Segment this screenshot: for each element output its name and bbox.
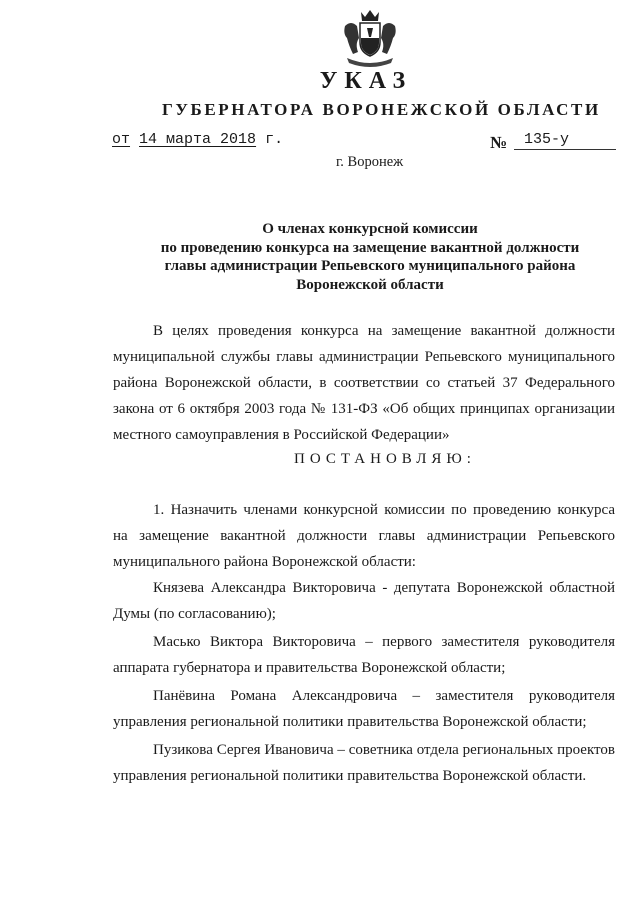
members-list — [113, 575, 615, 791]
preamble-paragraph: В целях проведения конкурса на замещение вакантной должности муниципальной службы главы администрации Репьевского муниципального района Воронежской области, в соответствии со статьей 37 Федерального закона от 6 октября 2003 года № 131-ФЗ «Об общих принципах организации местного самоуправления в Российской Федерации» — [113, 323, 615, 443]
member-item: Панёвина Романа Александровича – заместителя руководителя управления региональной политики правительства Воронежской области; — [113, 688, 615, 730]
decree-issuer: ГУБЕРНАТОРА ВОРОНЕЖСКОЙ ОБЛАСТИ — [162, 100, 601, 119]
number-sign: № — [490, 133, 508, 152]
decree-title: УКАЗ — [319, 68, 413, 94]
city: г. Воронеж — [336, 154, 404, 170]
decree-date: 14 марта 2018 — [139, 131, 257, 148]
decree-number: 135-у — [514, 131, 616, 150]
member-item: Пузикова Сергея Ивановича – советника отдела региональных проектов управления региональной политики правительства Воронежской области. — [113, 742, 615, 784]
decree-keyword: ПОСТАНОВЛЯЮ: — [294, 451, 476, 467]
item-1-paragraph: 1. Назначить членами конкурсной комиссии по проведению конкурса на замещение вакантной должности главы администрации Репьевского муниципального района Воронежской области: — [113, 502, 615, 570]
decree-subject — [100, 220, 640, 294]
date-prefix: от — [112, 131, 131, 148]
subject-line: О членах конкурсной комиссии — [262, 221, 478, 237]
date-suffix: г. — [265, 131, 284, 148]
subject-line: Воронежской области — [296, 276, 444, 293]
voronezh-coat-of-arms-icon — [337, 8, 403, 70]
item-1-block — [113, 497, 615, 575]
member-item: Масько Виктора Викторовича – первого заместителя руководителя аппарата губернатора и правительства Воронежской области; — [113, 634, 615, 676]
subject-line: по проведению конкурса на замещение вакантной должности — [160, 239, 580, 256]
decree-date-line — [112, 131, 283, 148]
preamble-block — [113, 318, 615, 448]
member-item: Князева Александра Викторовича - депутата Воронежской областной Думы (по согласованию); — [113, 580, 615, 622]
subject-line: главы администрации Репьевского муниципального района — [164, 258, 576, 274]
